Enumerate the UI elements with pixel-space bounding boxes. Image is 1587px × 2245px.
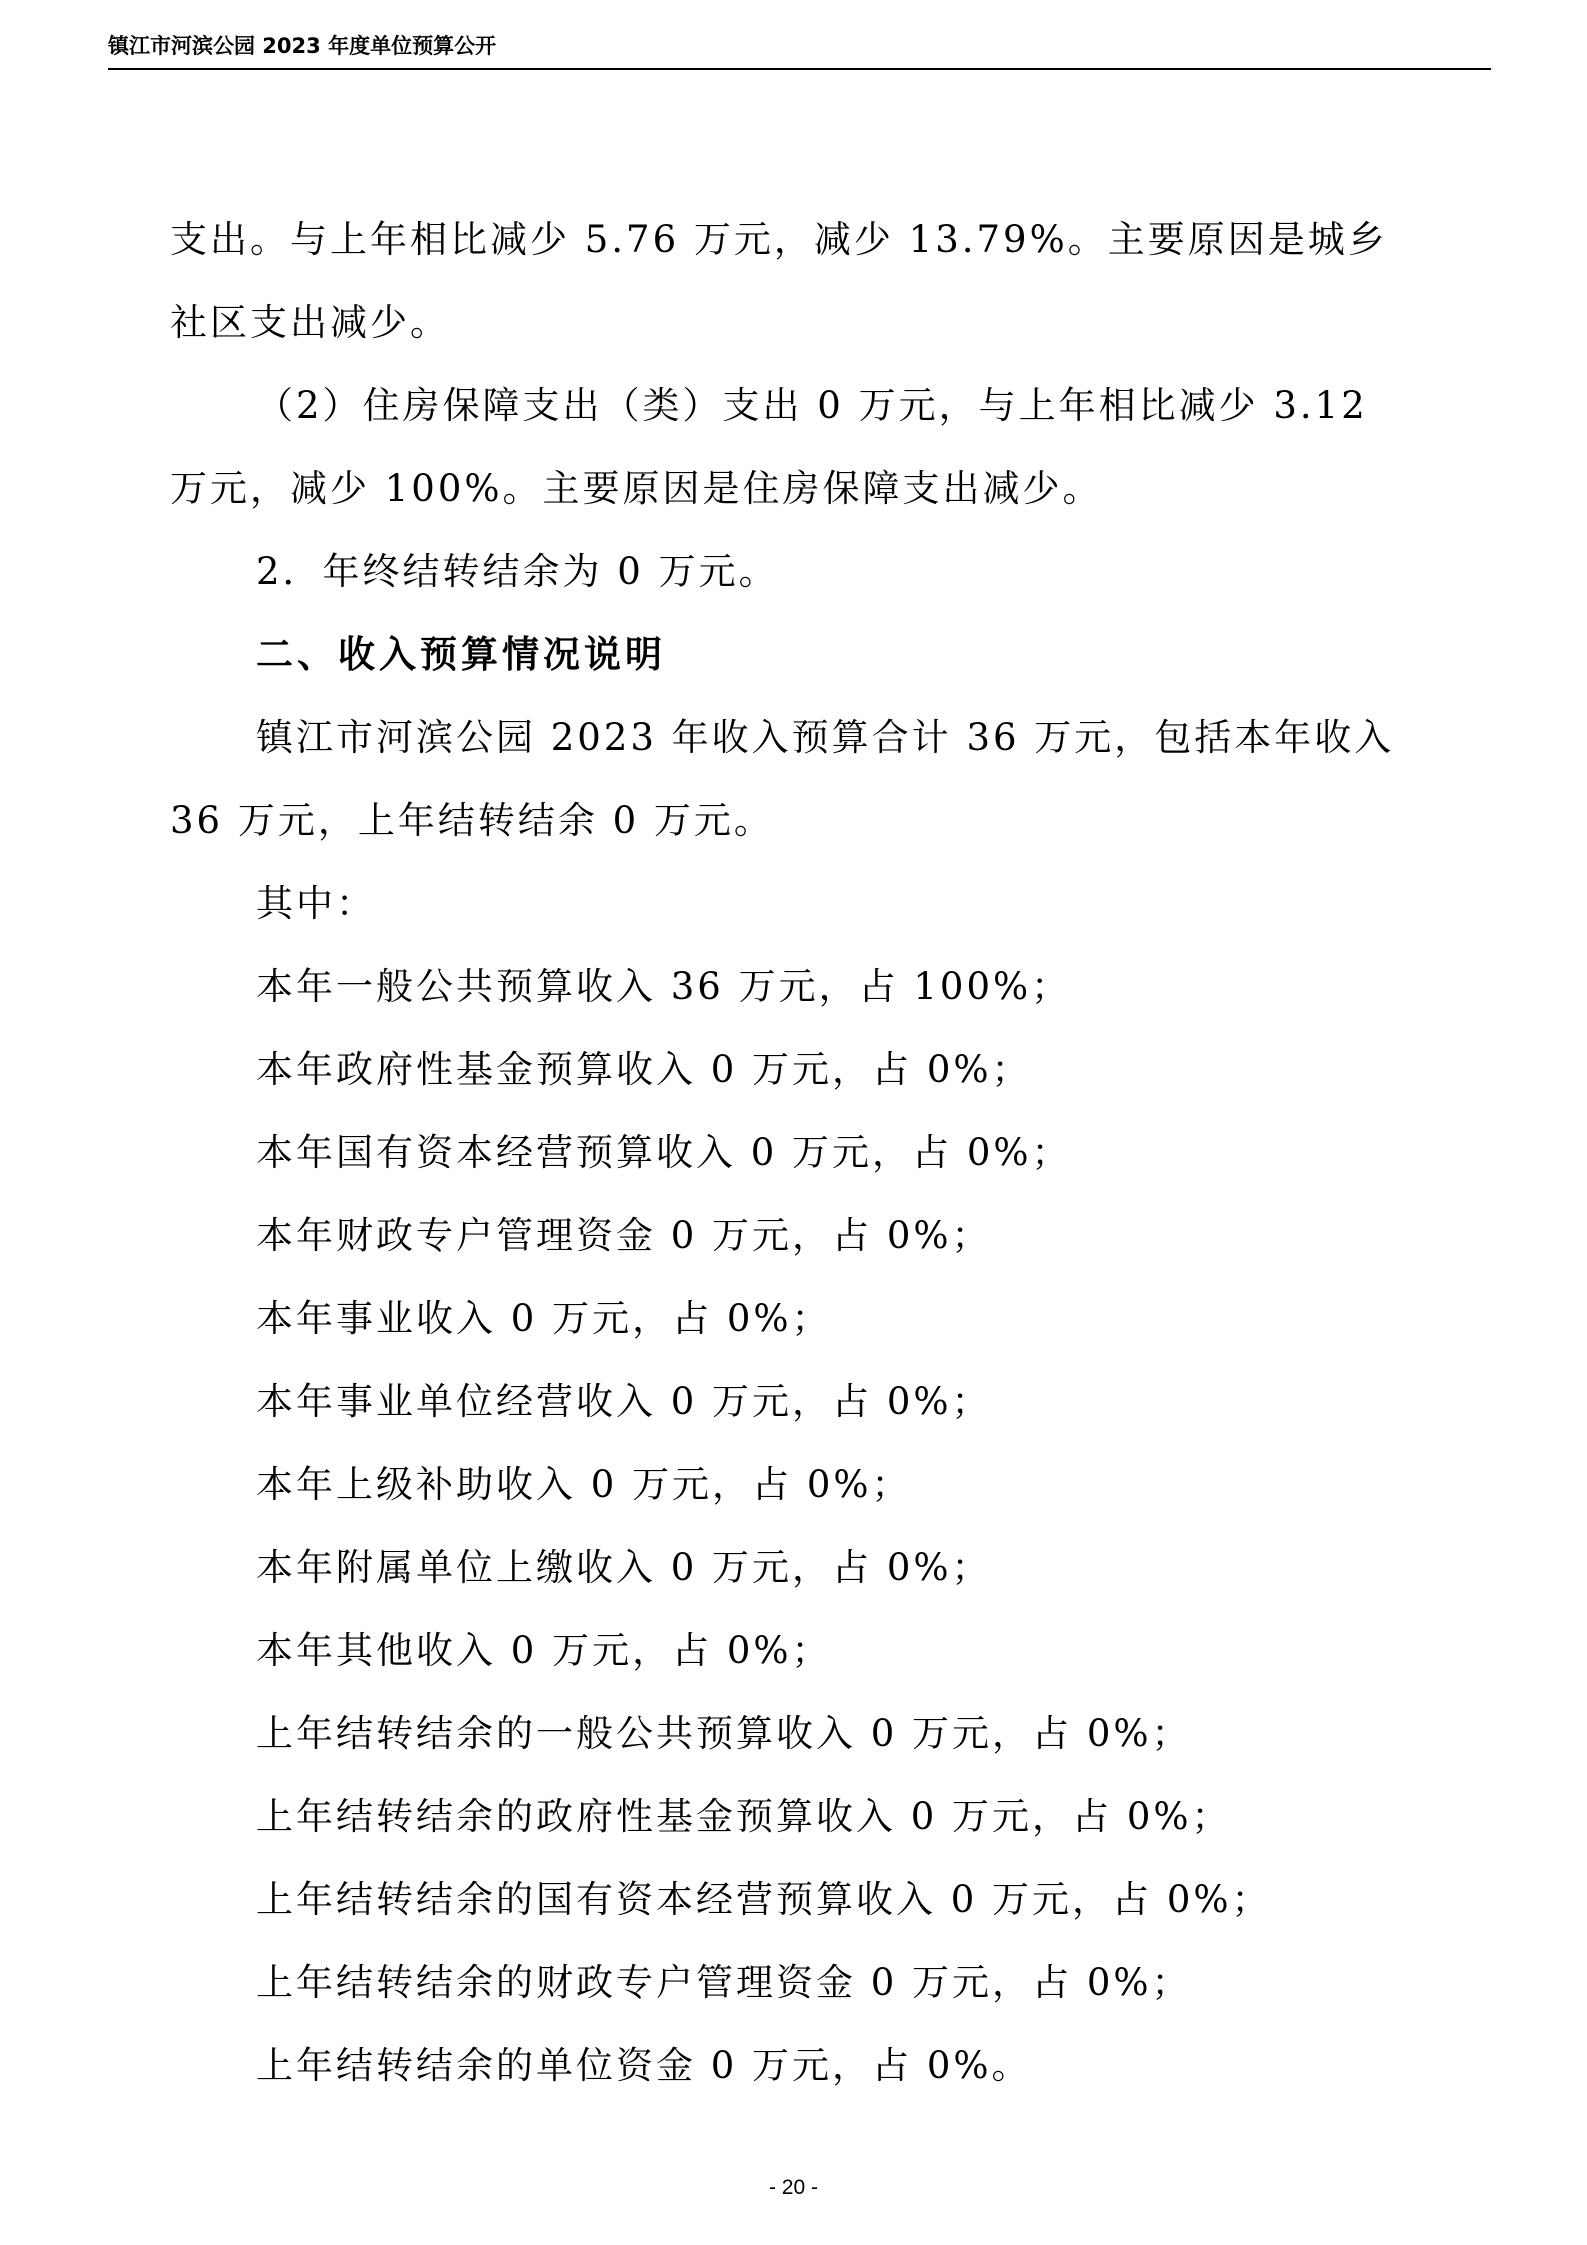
page-number: - 20 - bbox=[768, 2176, 818, 2199]
income-item: 本年政府性基金预算收入 0 万元，占 0%； bbox=[256, 1048, 1032, 1091]
page-header bbox=[108, 26, 1491, 70]
income-item: 本年事业收入 0 万元，占 0%； bbox=[256, 1297, 832, 1340]
paragraph-line: 镇江市河滨公园 2023 年收入预算合计 36 万元，包括本年收入 bbox=[256, 716, 1395, 759]
income-item: 上年结转结余的一般公共预算收入 0 万元，占 0%； bbox=[256, 1712, 1192, 1755]
income-item: 上年结转结余的单位资金 0 万元，占 0%。 bbox=[256, 2044, 1032, 2087]
paragraph-line: 社区支出减少。 bbox=[170, 301, 450, 344]
income-item: 上年结转结余的国有资本经营预算收入 0 万元，占 0%； bbox=[256, 1878, 1272, 1921]
income-item: 上年结转结余的政府性基金预算收入 0 万元，占 0%； bbox=[256, 1795, 1232, 1838]
income-item: 本年上级补助收入 0 万元，占 0%； bbox=[256, 1463, 912, 1506]
paragraph-line: 支出。与上年相比减少 5.76 万元，减少 13.79%。主要原因是城乡 bbox=[170, 218, 1388, 261]
paragraph-line: （2）住房保障支出（类）支出 0 万元，与上年相比减少 3.12 bbox=[256, 384, 1368, 427]
paragraph-line: 36 万元，上年结转结余 0 万元。 bbox=[170, 799, 774, 842]
income-item: 本年事业单位经营收入 0 万元，占 0%； bbox=[256, 1380, 992, 1423]
paragraph-line: 其中： bbox=[256, 882, 376, 925]
header-title: 镇江市河滨公园 2023 年度单位预算公开 bbox=[108, 34, 497, 58]
paragraph-line: 2．年终结转结余为 0 万元。 bbox=[256, 550, 779, 593]
income-item: 本年附属单位上缴收入 0 万元，占 0%； bbox=[256, 1546, 992, 1589]
income-item: 本年财政专户管理资金 0 万元，占 0%； bbox=[256, 1214, 992, 1257]
paragraph-line: 万元，减少 100%。主要原因是住房保障支出减少。 bbox=[170, 467, 1103, 510]
section-heading: 二、收入预算情况说明 bbox=[256, 633, 666, 676]
income-item: 本年一般公共预算收入 36 万元，占 100%； bbox=[256, 965, 1072, 1008]
income-item: 上年结转结余的财政专户管理资金 0 万元，占 0%； bbox=[256, 1961, 1192, 2004]
document-body bbox=[172, 198, 1435, 2107]
income-item: 本年其他收入 0 万元，占 0%； bbox=[256, 1629, 832, 1672]
income-item: 本年国有资本经营预算收入 0 万元，占 0%； bbox=[256, 1131, 1072, 1174]
